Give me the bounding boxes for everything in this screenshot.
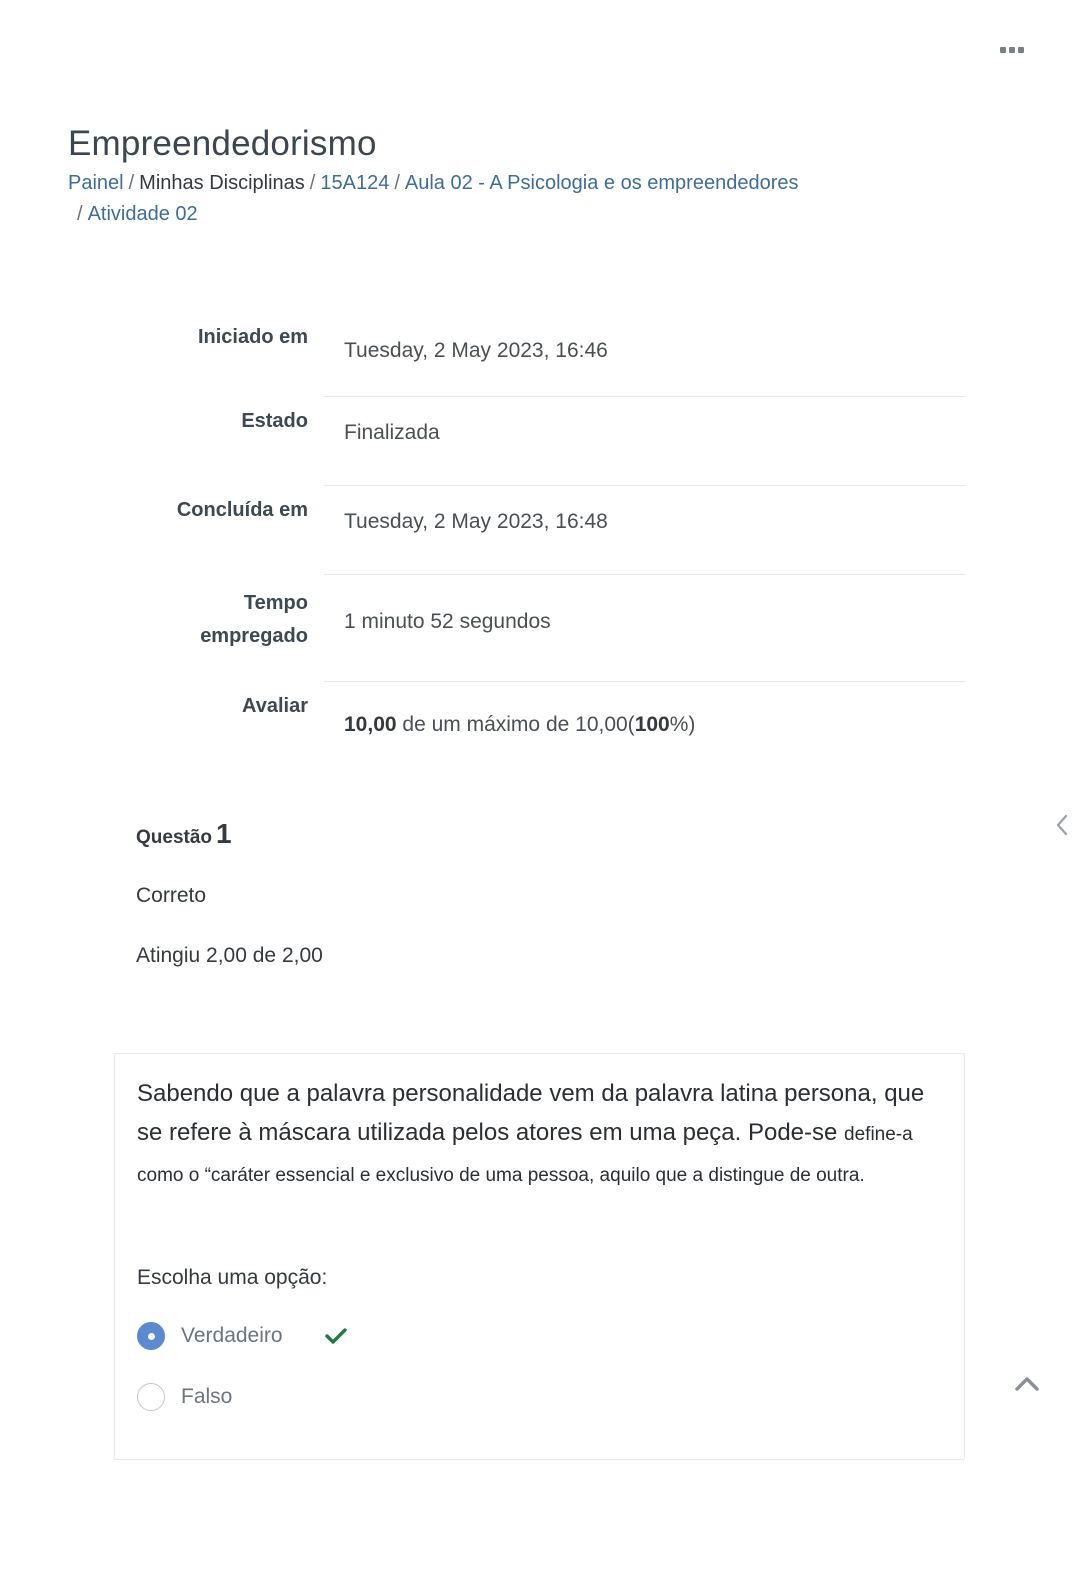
more-options-icon[interactable] <box>1000 44 1028 56</box>
breadcrumb: Painel / Minhas Disciplinas / 15A124 / Aula 02 - A Psicologia e os empreendedores / Atividade 02 <box>68 172 799 225</box>
attempt-summary-table <box>120 315 965 741</box>
summary-row-state <box>120 397 965 486</box>
page-title: Empreendedorismo <box>68 124 377 163</box>
question-state: Correto <box>136 884 207 907</box>
summary-label: Estado <box>241 409 308 432</box>
grade-value: 10,00 <box>344 713 397 736</box>
question-text: Sabendo que a palavra personalidade vem da palavra latina persona, que se refere à máscara utilizada pelos atores em uma peça. Pode-se define-a como o “caráter essencial e exclusivo de uma pessoa, aquilo que a distingue de outra. <box>137 1080 925 1186</box>
grade-percent: 100 <box>634 713 670 736</box>
summary-label: Iniciado em <box>197 326 308 348</box>
answer-option-verdadeiro[interactable] <box>137 1322 347 1350</box>
answer-label: Verdadeiro <box>181 1324 283 1347</box>
summary-label: Avaliar <box>242 694 308 717</box>
summary-row-started <box>120 315 965 397</box>
radio-button-selected[interactable] <box>137 1322 165 1350</box>
breadcrumb-activity[interactable]: Atividade 02 <box>87 203 198 225</box>
summary-label: Tempo empregado <box>200 591 308 647</box>
radio-button[interactable] <box>137 1383 165 1411</box>
breadcrumb-course[interactable]: 15A124 <box>320 172 390 194</box>
chevron-up-icon[interactable] <box>1014 1374 1040 1392</box>
summary-row-time-taken <box>120 575 965 682</box>
answer-prompt: Escolha uma opção: <box>137 1266 328 1289</box>
check-icon <box>325 1327 347 1345</box>
question-info <box>136 818 536 968</box>
summary-value: 1 minuto 52 segundos <box>324 575 965 682</box>
summary-row-grade <box>120 682 965 742</box>
question-content-box <box>114 1053 965 1460</box>
summary-value: Finalizada <box>324 397 965 486</box>
summary-value: Tuesday, 2 May 2023, 16:46 <box>324 315 965 397</box>
question-number: Questão 1 <box>136 818 232 849</box>
breadcrumb-painel[interactable]: Painel <box>68 172 124 194</box>
summary-row-completed <box>120 486 965 575</box>
summary-label: Concluída em <box>176 498 308 521</box>
answer-label: Falso <box>181 1385 233 1408</box>
breadcrumb-minhas-disciplinas: Minhas Disciplinas <box>139 172 305 194</box>
breadcrumb-lesson[interactable]: Aula 02 - A Psicologia e os empreendedores <box>404 172 799 194</box>
summary-value: 10,00 de um máximo de 10,00(100%) <box>344 713 696 736</box>
summary-value: Tuesday, 2 May 2023, 16:48 <box>324 486 965 575</box>
question-grade: Atingiu 2,00 de 2,00 <box>136 944 323 967</box>
chevron-left-icon[interactable] <box>1054 814 1070 836</box>
answer-option-falso[interactable] <box>137 1383 232 1411</box>
